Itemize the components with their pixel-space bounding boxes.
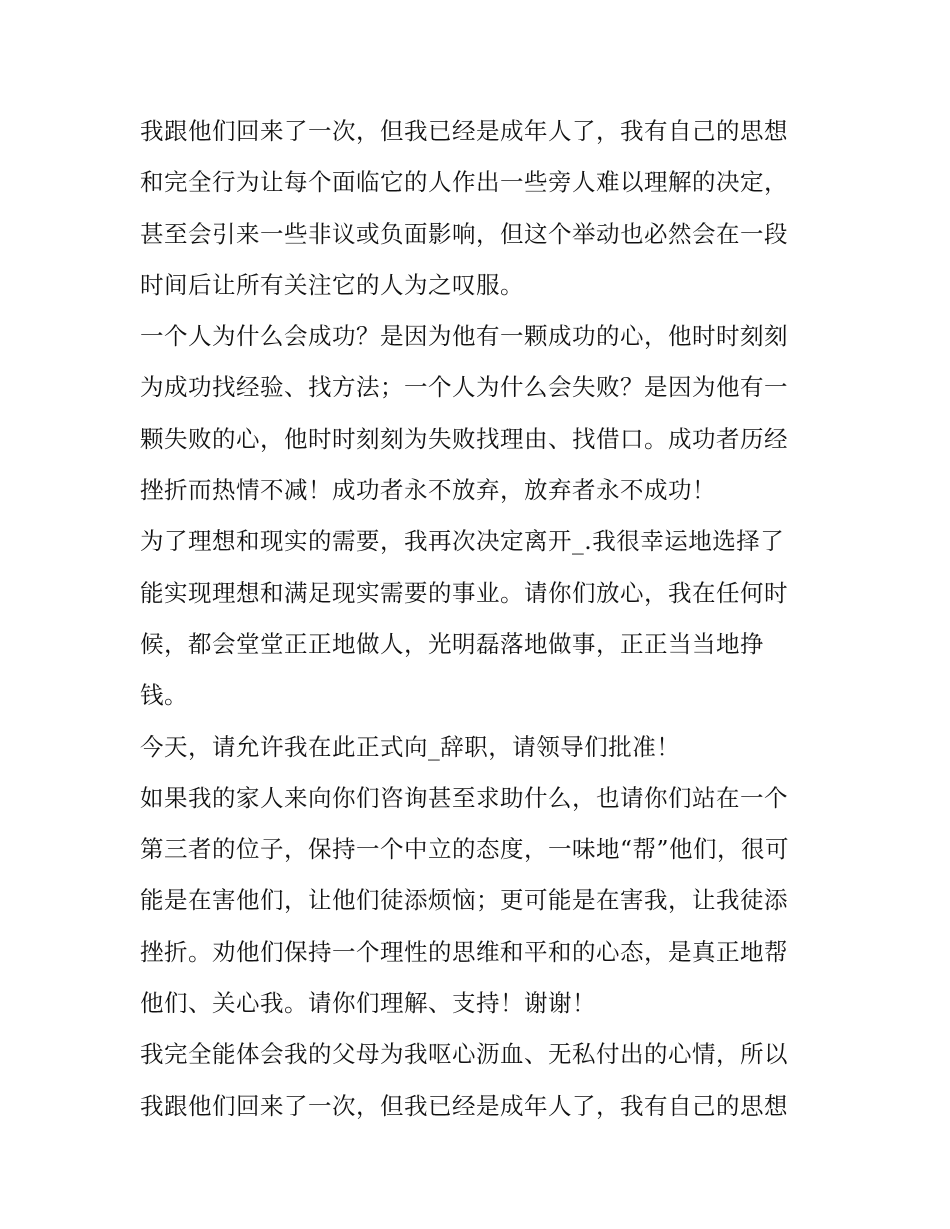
text-line: 钱。 bbox=[140, 681, 188, 710]
text-line: 为成功找经验、找方法；一个人为什么会失败？是因为他有一 bbox=[140, 373, 788, 402]
text-line: 候，都会堂堂正正地做人，光明磊落地做事，正正当当地挣 bbox=[140, 629, 764, 658]
text-line: 今天，请允许我在此正式向_辞职，请领导们批准！ bbox=[140, 732, 681, 761]
text-line: 他们、关心我。请你们理解、支持！谢谢！ bbox=[140, 989, 596, 1018]
text-line: 甚至会引来一些非议或负面影响，但这个举动也必然会在一段 bbox=[140, 219, 788, 248]
text-line: 颗失败的心，他时时刻刻为失败找理由、找借口。成功者历经 bbox=[140, 424, 788, 453]
text-line: 时间后让所有关注它的人为之叹服。 bbox=[140, 270, 524, 299]
text-line: 我完全能体会我的父母为我呕心沥血、无私付出的心情，所以 bbox=[140, 1040, 788, 1069]
text-line: 一个人为什么会成功？是因为他有一颗成功的心，他时时刻刻 bbox=[140, 322, 788, 351]
text-line: 我跟他们回来了一次，但我已经是成年人了，我有自己的思想 bbox=[140, 1091, 788, 1120]
text-line: 第三者的位子，保持一个中立的态度，一味地“帮”他们，很可 bbox=[140, 835, 790, 864]
text-line: 和完全行为让每个面临它的人作出一些旁人难以理解的决定， bbox=[140, 168, 788, 197]
text-line: 能是在害他们，让他们徒添烦恼；更可能是在害我，让我徒添 bbox=[140, 886, 788, 915]
text-line: 能实现理想和满足现实需要的事业。请你们放心，我在任何时 bbox=[140, 578, 788, 607]
text-line: 我跟他们回来了一次，但我已经是成年人了，我有自己的思想 bbox=[140, 117, 788, 145]
text-line: 为了理想和现实的需要，我再次决定离开_.我很幸运地选择了 bbox=[140, 527, 785, 556]
text-line: 挫折。劝他们保持一个理性的思维和平和的心态，是真正地帮 bbox=[140, 937, 788, 966]
document-body bbox=[140, 106, 812, 1132]
text-line: 挫折而热情不减！成功者永不放弃，放弃者永不成功！ bbox=[140, 476, 716, 505]
text-line: 如果我的家人来向你们咨询甚至求助什么，也请你们站在一个 bbox=[140, 783, 788, 812]
